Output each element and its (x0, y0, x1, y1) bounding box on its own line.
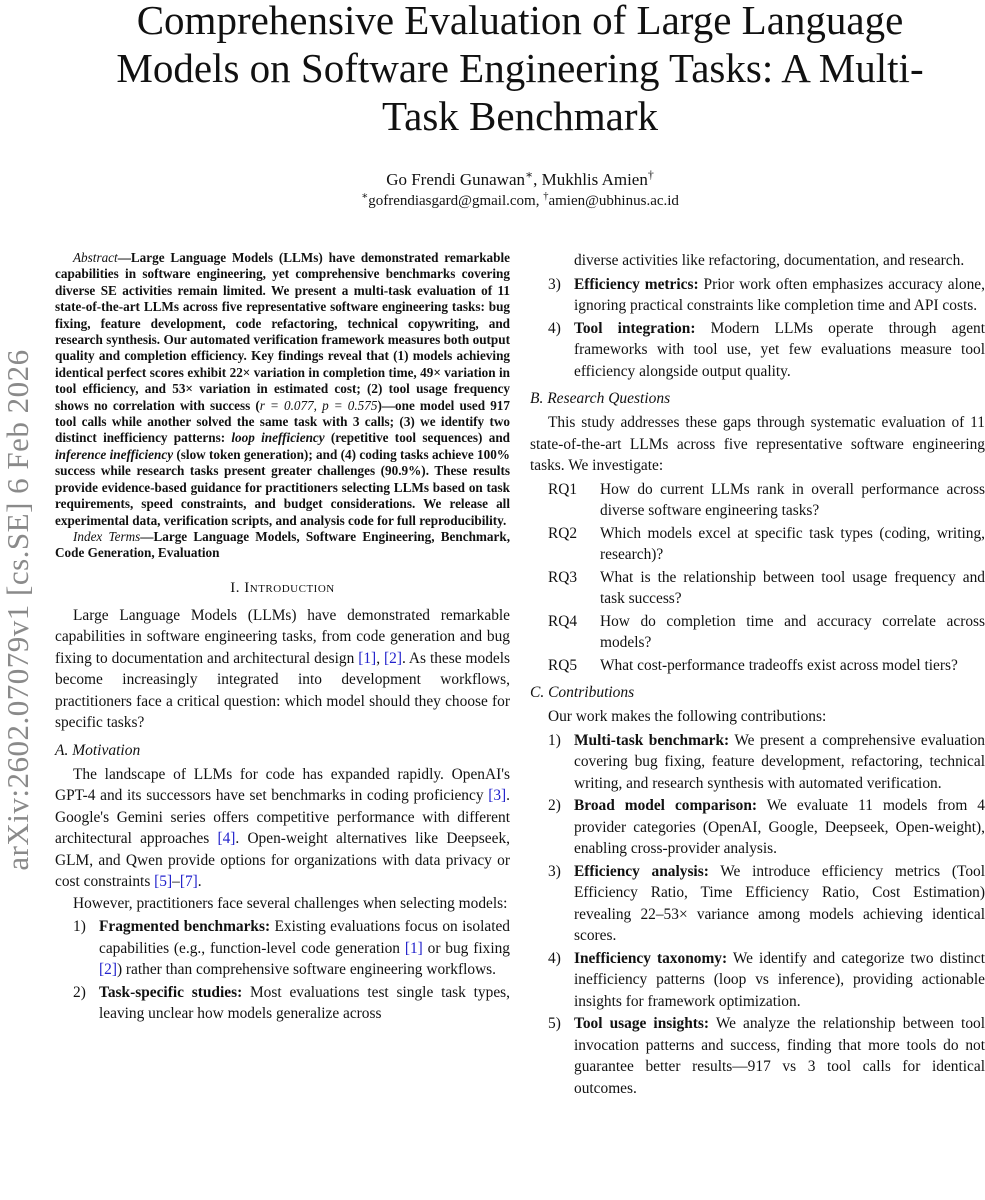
list-item-text: or bug fixing (422, 939, 510, 957)
list-item-label: Broad model comparison: (574, 797, 758, 814)
abstract-math: r = 0.077, p = 0.575 (259, 397, 378, 413)
index-terms-text: Large Language Models, Software Engineering, Benchmark, Code Generation, Evaluation (55, 528, 510, 561)
email-2-mark: † (543, 191, 549, 202)
author-separator: , (533, 170, 542, 189)
list-item-label: Tool integration: (574, 319, 696, 337)
list-item (530, 655, 985, 677)
list-item-text: We introduce efficiency metrics (Tool Efficiency Ratio, Time Efficiency Ratio, Cost Estimation) revealing 22–53× variance among models achieving identical scores. (574, 862, 985, 944)
section-heading-introduction: I. Introduction (230, 579, 335, 596)
index-terms-dash: — (140, 528, 154, 544)
list-item-text: We identify and categorize two distinct inefficiency patterns (loop vs inference), providing actionable insights for framework optimization. (574, 949, 985, 1010)
list-item-number: 2) (73, 983, 86, 1001)
paper-title: Comprehensive Evaluation of Large Language Models on Software Engineering Tasks: A Multi-Task Benchmark (116, 0, 924, 139)
list-item (530, 861, 985, 947)
challenge-list (55, 916, 510, 1025)
rq-label: RQ5 (548, 656, 578, 674)
list-item-label: Efficiency metrics: (574, 275, 699, 293)
list-item-text: Modern LLMs operate through agent frameworks with tool use, yet few evaluations measure tool efficiency alongside output quality. (574, 319, 985, 380)
list-item-number: 5) (548, 1015, 561, 1032)
list-item (530, 611, 985, 654)
rq-text: What cost-performance tradeoffs exist across model tiers? (600, 656, 958, 674)
abstract-emphasis-2: inference inefficiency (55, 446, 174, 462)
list-item-label: Fragmented benchmarks: (99, 918, 271, 936)
subsection-heading-research-questions: B. Research Questions (530, 390, 671, 407)
motivation-text-1: The landscape of LLMs for code has expanded rapidly. OpenAI's GPT-4 and its successors have set benchmarks in coding proficiency (55, 765, 510, 805)
author-2: Mukhlis Amien (541, 170, 648, 189)
list-item-number: 4) (548, 319, 561, 337)
citation-3[interactable]: [3] (488, 787, 507, 805)
challenge-list-continued (530, 274, 985, 383)
list-item (530, 274, 985, 317)
intro-text-3: . As these models become increasingly integrated into development workflows, practitioners face a critical question: which model should they choose for specific tasks? (55, 649, 510, 732)
motivation-paragraph-1 (55, 764, 510, 893)
rq-label: RQ3 (548, 568, 578, 586)
email-1-mark: ∗ (361, 191, 369, 202)
list-item-number: 2) (548, 797, 561, 814)
email-separator: , (535, 193, 544, 209)
list-item-text: Prior work often emphasizes accuracy alone, ignoring practical constraints like completion time and API costs. (574, 275, 985, 314)
citation-1[interactable]: [1] (404, 939, 423, 957)
list-item-text: ) rather than comprehensive software engineering workflows. (116, 961, 497, 979)
list-item-label: Inefficiency taxonomy: (574, 949, 728, 967)
contributions-paragraph: Our work makes the following contributions: (548, 708, 827, 725)
index-terms (55, 529, 510, 562)
list-item-label: Tool usage insights: (574, 1015, 710, 1032)
list-item-label: Task-specific studies: (99, 983, 243, 1001)
rq-text: What is the relationship between tool usage frequency and task success? (600, 568, 985, 607)
list-item (530, 948, 985, 1013)
rq-text: How do current LLMs rank in overall performance across diverse software engineering tasks? (600, 480, 985, 519)
right-column (530, 250, 985, 1100)
contribution-list (530, 730, 985, 1100)
arxiv-identifier: arXiv:2602.07079v1 [cs.SE] 6 Feb 2026 (0, 349, 35, 871)
list-item-text: We evaluate 11 models from 4 provider categories (OpenAI, Google, Deepseek, Open-weight), enabling cross-provider analysis. (574, 797, 985, 857)
list-item-number: 1) (548, 731, 561, 749)
rq-label: RQ1 (548, 480, 578, 498)
list-item-text: Existing evaluations focus on isolated capabilities (e.g., function-level code generation (99, 918, 510, 957)
motivation-paragraph-2: However, practitioners face several challenges when selecting models: (73, 894, 508, 912)
author-1-mark: ∗ (525, 167, 534, 182)
intro-text-2: , (376, 649, 384, 667)
list-item-label: Efficiency analysis: (574, 862, 709, 880)
list-item (530, 1013, 985, 1099)
abstract-label: Abstract (73, 250, 118, 265)
list-item-number: 3) (548, 275, 561, 293)
motivation-text-2: . Google's Gemini series offers competitive performance with different architectural approaches (55, 787, 510, 848)
list-item-number: 4) (548, 949, 561, 967)
abstract-text-4: (slow token generation); and (4) coding tasks achieve 100% success while research tasks present greater challenges (90.9%). These results provide evidence-based guidance for practitioners selecting LLMs based on task requirements, speed constraints, and budget considerations. We release all experimental data, verification scripts, and analysis code for full reproducibility. (55, 446, 510, 528)
abstract-emphasis-1: loop inefficiency (231, 430, 325, 446)
list-item-number: 1) (73, 918, 86, 936)
citation-5[interactable]: [5] (154, 873, 173, 891)
list-item-text: We analyze the relationship between tool invocation patterns and success, finding that more tools do not guarantee better results—917 vs 3 tool calls for identical outcomes. (574, 1015, 985, 1097)
citation-2[interactable]: [2] (384, 649, 402, 667)
list-item (530, 567, 985, 610)
list-item-text: We present a comprehensive evaluation covering bug fixing, feature development, refactoring, technical writing, and research synthesis with automated verification. (574, 731, 985, 792)
list-item (530, 730, 985, 795)
research-questions-paragraph: This study addresses these gaps through systematic evaluation of 11 state-of-the-art LLMs across five representative software engineering tasks. We investigate: (530, 414, 985, 474)
rq-text: Which models excel at specific task types (coding, writing, research)? (600, 524, 985, 563)
citation-2[interactable]: [2] (99, 961, 117, 979)
motivation-text-4: – (172, 873, 180, 891)
list-item-number: 3) (548, 862, 561, 880)
rq-text: How do completion time and accuracy correlate across models? (600, 612, 985, 651)
intro-paragraph (55, 605, 510, 734)
list-item (530, 318, 985, 383)
email-2[interactable]: amien@ubhinus.ac.id (548, 193, 679, 209)
research-question-list (530, 479, 985, 677)
intro-text-1: Large Language Models (LLMs) have demonstrated remarkable capabilities in software engineering tasks, from code generation and bug fixing to documentation and architectural design (55, 606, 510, 667)
abstract-text-2: )—one model used 917 tool calls while another solved the same task with 3 calls; (3) we identify two distinct inefficiency patterns: (55, 397, 510, 446)
abstract (55, 250, 510, 529)
list-item-label: Multi-task benchmark: (574, 731, 730, 749)
email-1[interactable]: gofrendiasgard@gmail.com (368, 193, 536, 209)
list-item (530, 523, 985, 566)
abstract-text-3: (repetitive tool sequences) and (324, 430, 510, 446)
list-item-continuation: diverse activities like refactoring, documentation, and research. (574, 252, 965, 269)
author-2-mark: † (647, 167, 654, 182)
abstract-text-1: Large Language Models (LLMs) have demonstrated remarkable capabilities in software engineering, yet comprehensive benchmarks covering diverse SE activities remain limited. We present a multi-task evaluation of 11 state-of-the-art LLMs across five representative software engineering tasks: bug fixing, feature development, code refactoring, technical copywriting, and research synthesis. Our automated verification framework measures both output quality and completion efficiency. Key findings reveal that (1) models achieving identical perfect scores exhibit 22× variation in completion time, 49× variation in tool efficiency, and 53× variation in estimated cost; (2) tool usage frequency shows no correlation with success ( (55, 250, 510, 413)
list-item (55, 916, 510, 981)
author-line (90, 167, 950, 190)
citation-7[interactable]: [7] (179, 873, 198, 891)
index-terms-label: Index Terms (73, 528, 141, 544)
list-item (530, 479, 985, 522)
email-line (90, 193, 950, 210)
author-1: Go Frendi Gunawan (386, 170, 525, 189)
left-column (55, 250, 510, 1026)
subsection-heading-contributions: C. Contributions (530, 684, 635, 701)
rq-label: RQ2 (548, 524, 578, 542)
motivation-text-5: . (197, 873, 202, 891)
citation-4[interactable]: [4] (217, 830, 236, 848)
list-item (530, 795, 985, 860)
motivation-text-3: . Open-weight alternatives like Deepseek, GLM, and Qwen provide options for organizations with data privacy or cost constraints (55, 830, 510, 891)
abstract-dash: — (117, 250, 131, 265)
list-item-text: Most evaluations test single task types, leaving unclear how models generalize across (99, 983, 510, 1023)
rq-label: RQ4 (548, 612, 578, 630)
subsection-heading-motivation: A. Motivation (55, 741, 141, 759)
arxiv-sidebar-stamp (0, 290, 35, 930)
list-item (55, 982, 510, 1025)
citation-1[interactable]: [1] (358, 649, 377, 667)
